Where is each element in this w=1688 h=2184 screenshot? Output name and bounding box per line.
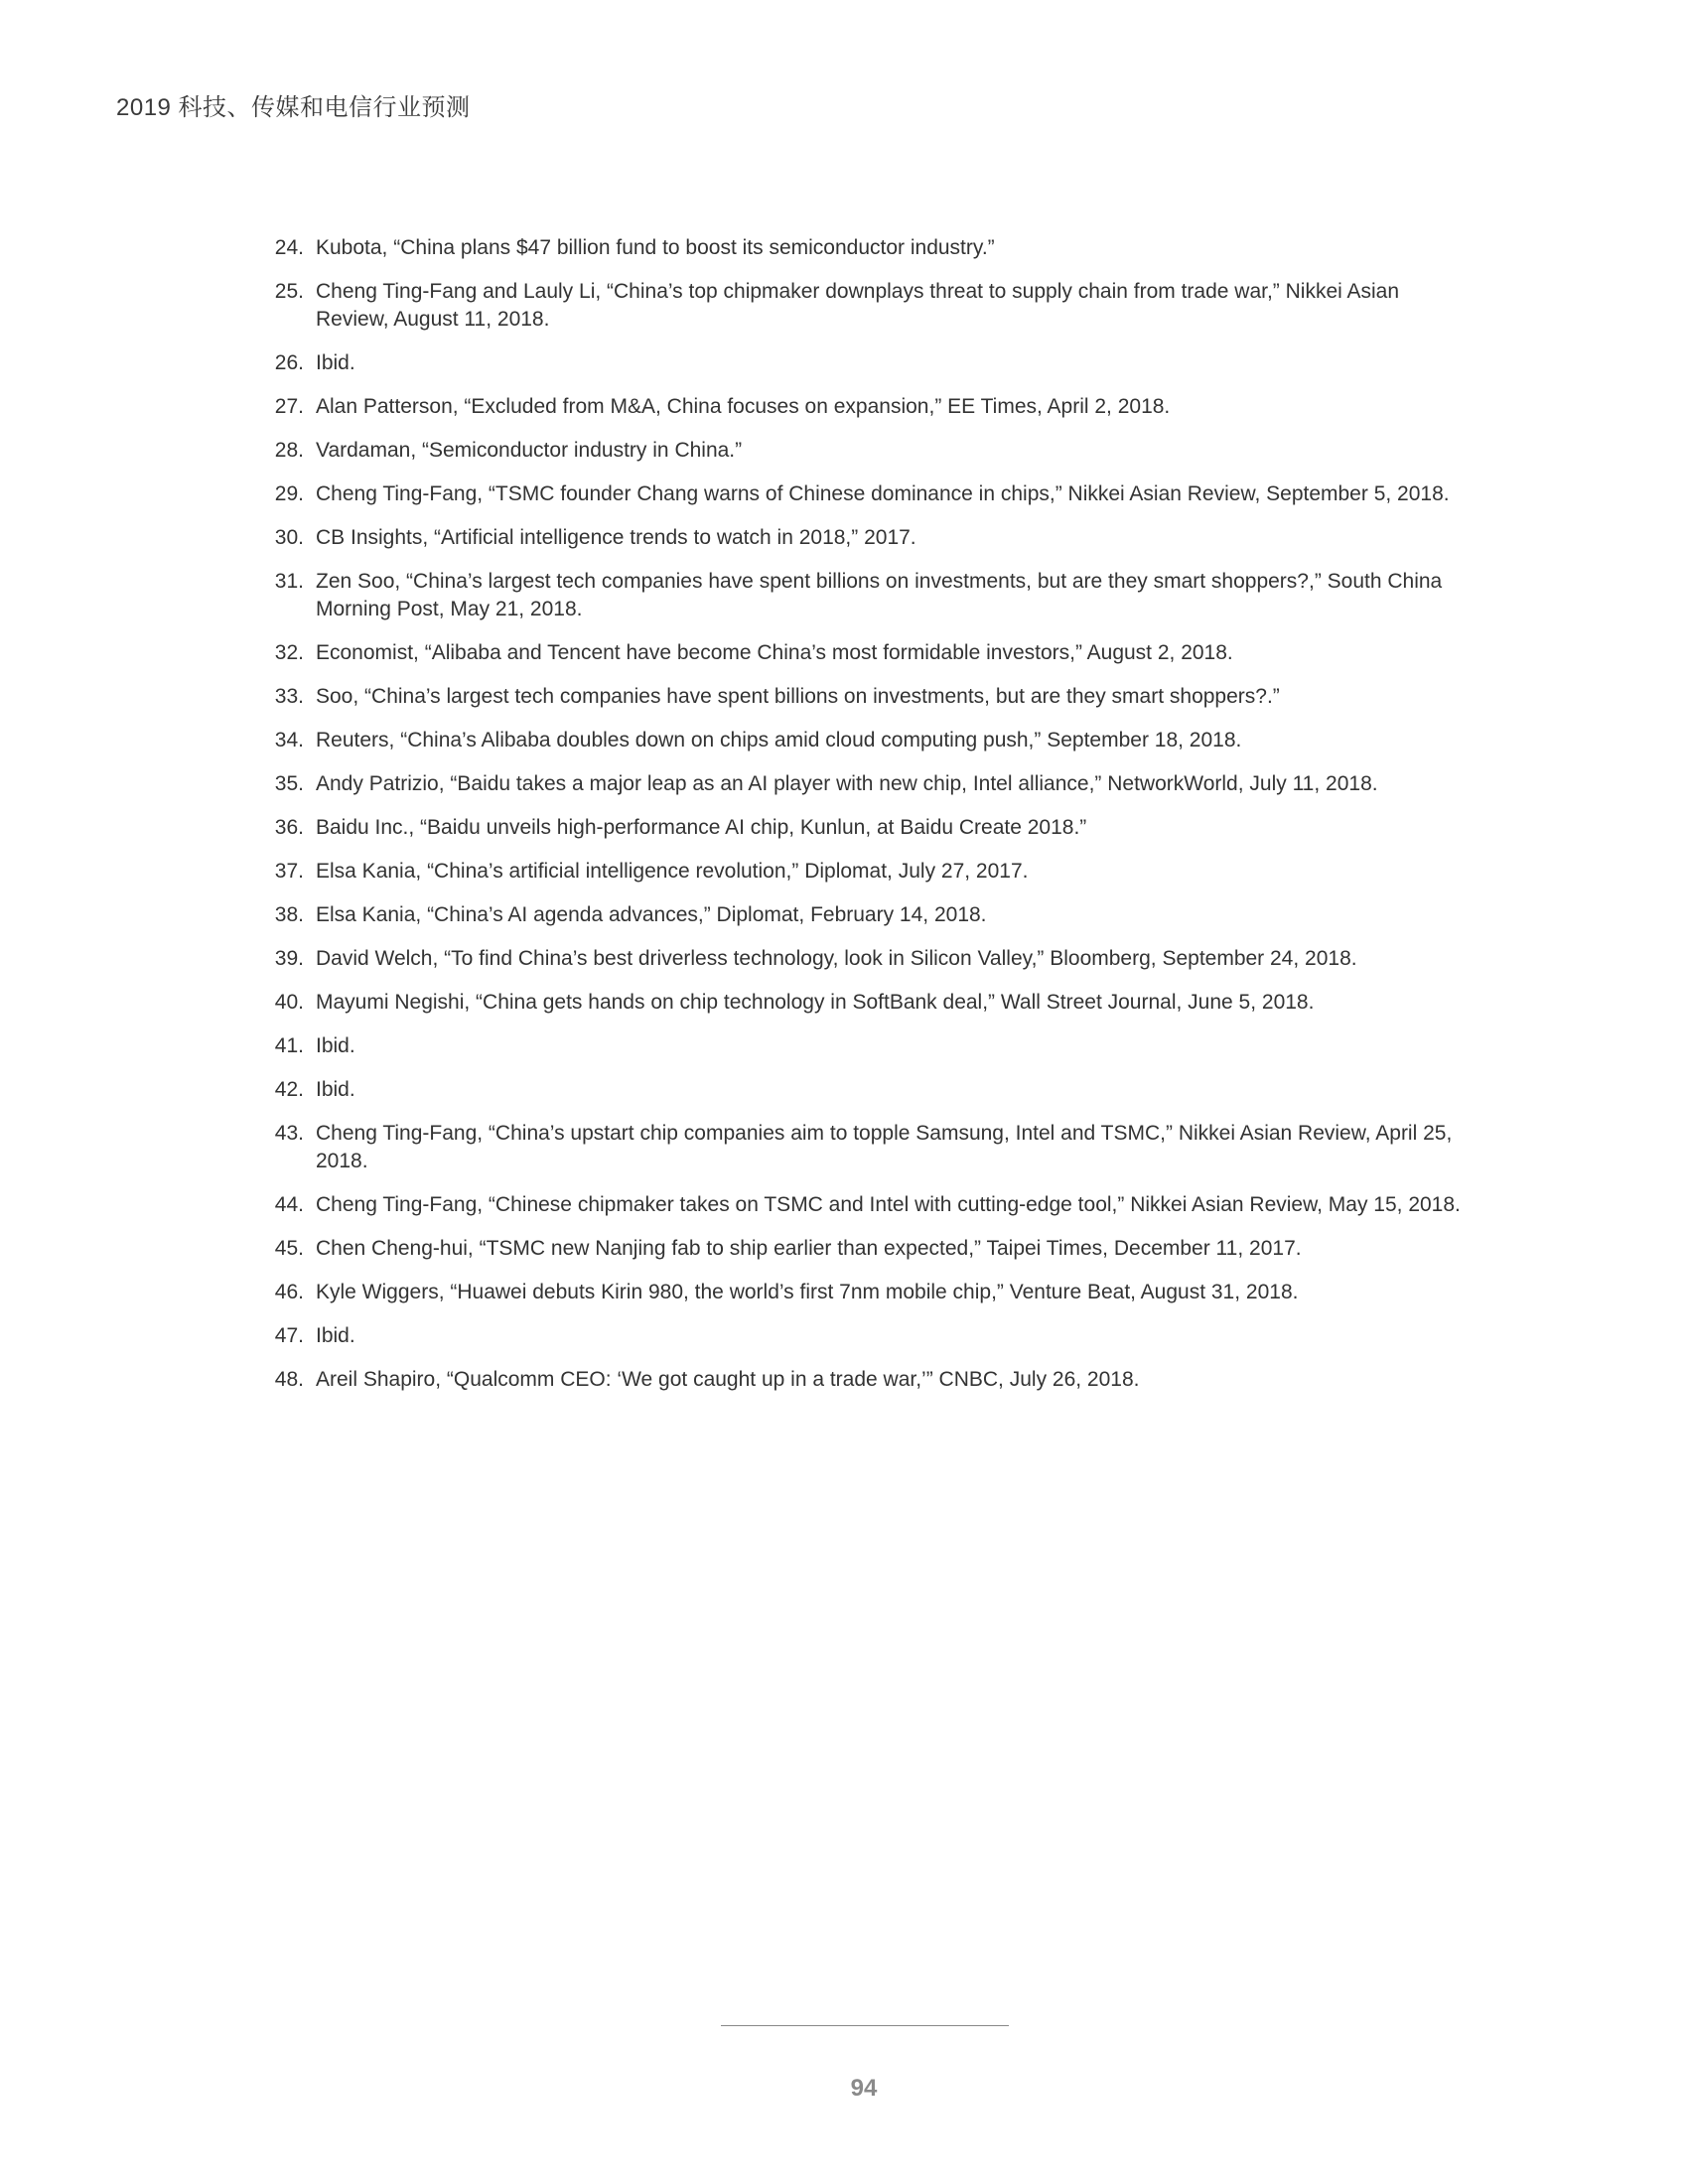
endnote-text: Vardaman, “Semiconductor industry in China.” [316, 439, 743, 462]
endnote-item [260, 945, 1467, 973]
endnote-text: Elsa Kania, “China’s AI agenda advances,” Diplomat, February 14, 2018. [316, 903, 987, 926]
endnote-text: Ibid. [316, 1034, 355, 1057]
endnote-number: 48. [274, 1368, 304, 1391]
endnote-item [260, 437, 1467, 465]
endnote-number: 29. [274, 482, 304, 505]
endnote-text: Ibid. [316, 351, 355, 374]
endnote-number: 36. [274, 816, 304, 839]
endnote-number: 31. [274, 570, 304, 593]
endnote-number: 40. [274, 991, 304, 1014]
endnote-number: 41. [274, 1034, 304, 1057]
endnote-text: Cheng Ting-Fang and Lauly Li, “China’s top chipmaker downplays threat to supply chain from trade war,” Nikkei Asian Review, August 11, 2018. [316, 280, 1400, 331]
endnote-item [260, 568, 1467, 623]
endnote-item [260, 901, 1467, 929]
endnote-number: 27. [274, 395, 304, 418]
endnote-text: Kyle Wiggers, “Huawei debuts Kirin 980, the world’s first 7nm mobile chip,” Venture Beat, August 31, 2018. [316, 1281, 1299, 1303]
endnote-item [260, 1032, 1467, 1060]
endnote-number: 35. [274, 772, 304, 795]
endnote-text: Chen Cheng-hui, “TSMC new Nanjing fab to ship earlier than expected,” Taipei Times, December 11, 2017. [316, 1237, 1302, 1260]
endnote-text: Baidu Inc., “Baidu unveils high-performance AI chip, Kunlun, at Baidu Create 2018.” [316, 816, 1087, 839]
endnote-text: Kubota, “China plans $47 billion fund to boost its semiconductor industry.” [316, 236, 995, 259]
endnote-item [260, 234, 1467, 262]
endnote-item [260, 278, 1467, 334]
endnote-text: Zen Soo, “China’s largest tech companies have spent billions on investments, but are they smart shoppers?,” South China Morning Post, May 21, 2018. [316, 570, 1443, 620]
endnote-text: Alan Patterson, “Excluded from M&A, China focuses on expansion,” EE Times, April 2, 2018. [316, 395, 1171, 418]
endnote-text: Ibid. [316, 1078, 355, 1101]
endnote-text: Soo, “China’s largest tech companies have spent billions on investments, but are they smart shoppers?.” [316, 685, 1280, 708]
endnote-number: 46. [274, 1281, 304, 1303]
endnote-text: Mayumi Negishi, “China gets hands on chip technology in SoftBank deal,” Wall Street Journal, June 5, 2018. [316, 991, 1315, 1014]
page-number: 94 [850, 2075, 878, 2102]
endnote-number: 25. [274, 280, 304, 303]
endnote-item [260, 989, 1467, 1017]
endnote-item [260, 683, 1467, 711]
endnote-item [260, 393, 1467, 421]
endnote-text: Cheng Ting-Fang, “Chinese chipmaker takes on TSMC and Intel with cutting-edge tool,” Nikkei Asian Review, May 15, 2018. [316, 1193, 1461, 1216]
endnotes-list [260, 234, 1467, 1410]
endnote-number: 30. [274, 526, 304, 549]
endnote-item [260, 1235, 1467, 1263]
endnote-text: CB Insights, “Artificial intelligence trends to watch in 2018,” 2017. [316, 526, 916, 549]
endnote-item [260, 727, 1467, 754]
endnote-item [260, 524, 1467, 552]
endnote-number: 26. [274, 351, 304, 374]
endnote-item [260, 1366, 1467, 1394]
endnote-number: 32. [274, 641, 304, 664]
endnote-item [260, 1322, 1467, 1350]
endnote-number: 45. [274, 1237, 304, 1260]
endnote-number: 34. [274, 729, 304, 751]
endnote-text: Economist, “Alibaba and Tencent have become China’s most formidable investors,” August 2, 2018. [316, 641, 1233, 664]
endnote-item [260, 349, 1467, 377]
page-header-title: 2019 科技、传媒和电信行业预测 [116, 94, 471, 121]
endnote-text: Andy Patrizio, “Baidu takes a major leap as an AI player with new chip, Intel alliance,” NetworkWorld, July 11, 2018. [316, 772, 1378, 795]
footer-divider [721, 2025, 1009, 2026]
endnote-number: 24. [274, 236, 304, 259]
endnote-number: 43. [274, 1122, 304, 1145]
endnote-text: Cheng Ting-Fang, “China’s upstart chip companies aim to topple Samsung, Intel and TSMC,” Nikkei Asian Review, April 25, 2018. [316, 1122, 1453, 1172]
endnote-item [260, 858, 1467, 886]
endnote-text: Reuters, “China’s Alibaba doubles down on chips amid cloud computing push,” September 18, 2018. [316, 729, 1242, 751]
endnote-number: 47. [274, 1324, 304, 1347]
endnote-text: Cheng Ting-Fang, “TSMC founder Chang warns of Chinese dominance in chips,” Nikkei Asian Review, September 5, 2018. [316, 482, 1450, 505]
endnote-item [260, 1279, 1467, 1306]
endnote-number: 33. [274, 685, 304, 708]
endnote-text: Elsa Kania, “China’s artificial intelligence revolution,” Diplomat, July 27, 2017. [316, 860, 1029, 883]
endnote-item [260, 1120, 1467, 1175]
endnote-number: 28. [274, 439, 304, 462]
endnote-item [260, 814, 1467, 842]
endnote-number: 38. [274, 903, 304, 926]
endnote-number: 42. [274, 1078, 304, 1101]
endnote-number: 39. [274, 947, 304, 970]
endnote-number: 44. [274, 1193, 304, 1216]
endnote-item [260, 770, 1467, 798]
endnote-item [260, 1076, 1467, 1104]
endnote-item [260, 480, 1467, 508]
endnote-item [260, 639, 1467, 667]
endnote-text: Ibid. [316, 1324, 355, 1347]
endnote-text: David Welch, “To find China’s best driverless technology, look in Silicon Valley,” Bloomberg, September 24, 2018. [316, 947, 1357, 970]
endnote-text: Areil Shapiro, “Qualcomm CEO: ‘We got caught up in a trade war,’” CNBC, July 26, 2018. [316, 1368, 1140, 1391]
endnote-number: 37. [274, 860, 304, 883]
endnote-item [260, 1191, 1467, 1219]
